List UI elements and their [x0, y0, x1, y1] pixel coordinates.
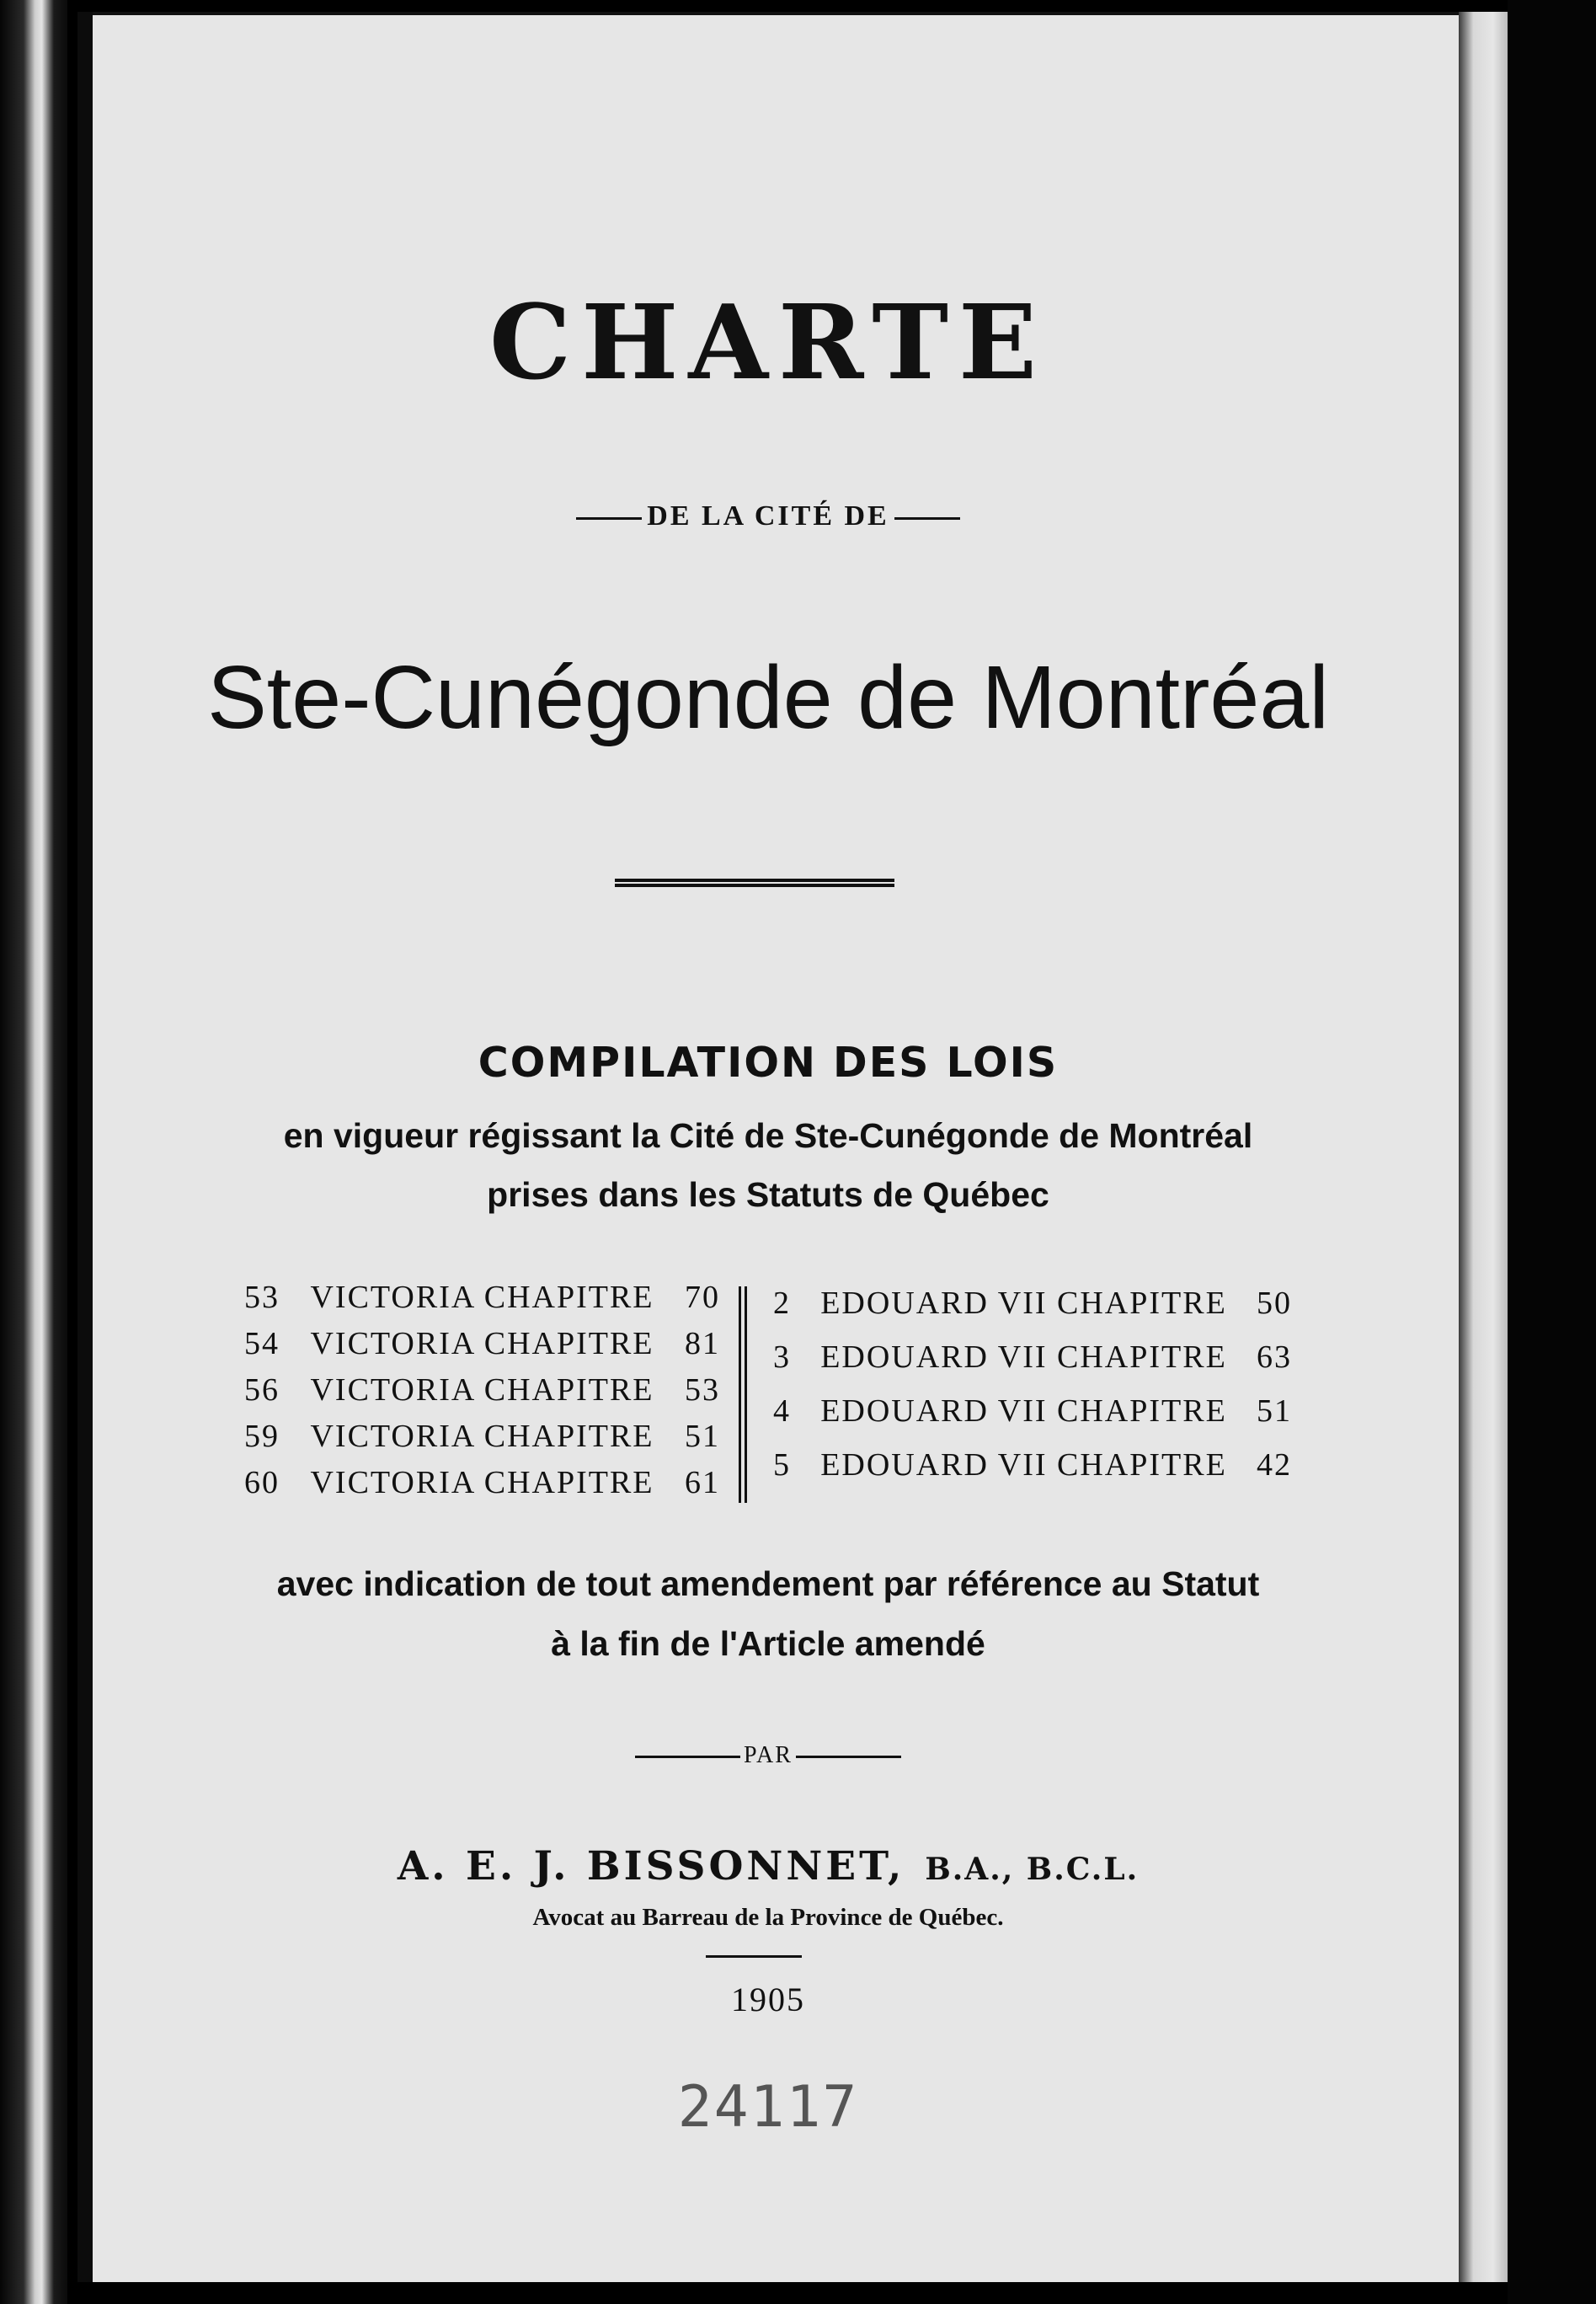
library-stamp-number: 24117	[677, 2074, 859, 2141]
author-name: A. E. J. BISSONNET,	[397, 1843, 905, 1890]
statute-row: 59 VICTORIA CHAPITRE 51	[244, 1419, 720, 1454]
author-degrees: B.A., B.C.L.	[925, 1852, 1140, 1887]
compilation-line-1: en vigueur régissant la Cité de Ste-Cunégonde de Montréal	[283, 1116, 1253, 1155]
scan-left-edge	[0, 0, 67, 2304]
statute-row: 53 VICTORIA CHAPITRE 70	[244, 1280, 720, 1315]
city-prefix	[77, 500, 1459, 532]
by-label-text: PAR	[744, 1742, 793, 1768]
statutes-victoria-list	[244, 1275, 720, 1506]
author-line	[77, 1843, 1459, 1890]
dash-left	[635, 1756, 740, 1758]
statute-row: 5 EDOUARD VII CHAPITRE 42	[773, 1447, 1292, 1483]
double-rule	[615, 879, 894, 887]
scan-right-border	[1508, 0, 1596, 2304]
dash-right	[796, 1756, 901, 1758]
amendment-line-2: à la fin de l'Article amendé	[551, 1624, 985, 1663]
statute-row: 54 VICTORIA CHAPITRE 81	[244, 1326, 720, 1361]
short-rule	[706, 1955, 802, 1958]
statute-row: 56 VICTORIA CHAPITRE 53	[244, 1372, 720, 1408]
statute-row: 3 EDOUARD VII CHAPITRE 63	[773, 1339, 1292, 1375]
page-right-edge	[1459, 12, 1508, 2282]
compilation-heading: COMPILATION DES LOIS	[478, 1039, 1059, 1087]
dash-left	[576, 517, 642, 520]
compilation-line-2: prises dans les Statuts de Québec	[487, 1175, 1049, 1214]
column-divider	[739, 1286, 747, 1503]
document-title: CHARTE	[488, 281, 1048, 403]
city-name: Ste-Cunégonde de Montréal	[207, 648, 1329, 747]
statute-row: 60 VICTORIA CHAPITRE 61	[244, 1465, 720, 1500]
publication-year: 1905	[731, 1981, 805, 2018]
author-role: Avocat au Barreau de la Province de Québec.	[532, 1904, 1004, 1931]
by-label	[77, 1742, 1459, 1769]
amendment-line-1: avec indication de tout amendement par référence au Statut	[276, 1564, 1260, 1603]
statute-row: 2 EDOUARD VII CHAPITRE 50	[773, 1286, 1292, 1321]
statutes-edouard-list	[773, 1276, 1292, 1492]
city-prefix-text: DE LA CITÉ DE	[647, 500, 889, 532]
dash-right	[894, 517, 960, 520]
statute-row: 4 EDOUARD VII CHAPITRE 51	[773, 1393, 1292, 1429]
